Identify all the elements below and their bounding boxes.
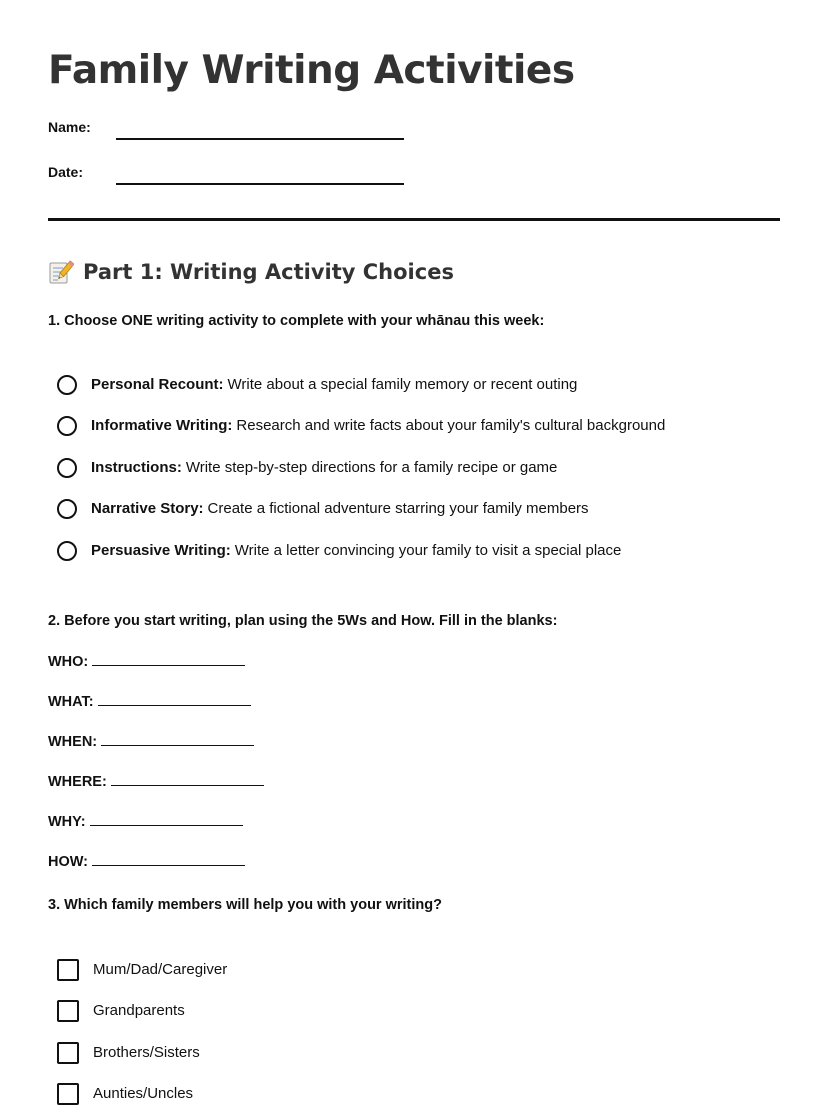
option-label: Aunties/Uncles [93, 1085, 194, 1102]
how-blank[interactable] [48, 852, 245, 871]
blank-input-line[interactable] [92, 852, 245, 866]
blank-input-line[interactable] [101, 732, 254, 746]
part1-title: Part 1: Writing Activity Choices [83, 260, 454, 284]
date-label: Date: [48, 164, 84, 180]
helper-option-aunties-uncles[interactable] [57, 1081, 193, 1107]
date-field[interactable] [48, 163, 408, 193]
when-blank[interactable] [48, 732, 254, 751]
activity-option-instructions[interactable] [57, 455, 557, 481]
option-label: Mum/Dad/Caregiver [93, 961, 228, 978]
activity-option-persuasive-writing[interactable] [57, 538, 621, 564]
option-title: Personal Recount: [91, 376, 224, 393]
blank-input-line[interactable] [111, 772, 264, 786]
name-label: Name: [48, 119, 91, 135]
part1-heading [48, 256, 454, 288]
radio-button[interactable] [57, 416, 77, 436]
blank-label: WHAT: [48, 694, 94, 710]
memo-pencil-icon [48, 259, 74, 285]
blank-input-line[interactable] [92, 652, 245, 666]
question-1: 1. Choose ONE writing activity to complete with your whānau this week: [48, 313, 545, 329]
helper-option-parents[interactable] [57, 957, 227, 983]
activity-option-narrative-story[interactable] [57, 496, 589, 522]
name-field[interactable] [48, 118, 408, 148]
helper-option-siblings[interactable] [57, 1040, 200, 1066]
section-divider [48, 218, 780, 221]
where-blank[interactable] [48, 772, 264, 791]
why-blank[interactable] [48, 812, 243, 831]
option-title: Instructions: [91, 459, 182, 476]
option-label: Brothers/Sisters [93, 1044, 200, 1061]
option-description: Write a letter convincing your family to visit a special place [234, 542, 622, 559]
blank-label: WHERE: [48, 774, 107, 790]
blank-input-line[interactable] [90, 812, 243, 826]
what-blank[interactable] [48, 692, 251, 711]
checkbox[interactable] [57, 1083, 79, 1105]
name-input-line[interactable] [116, 138, 404, 140]
radio-button[interactable] [57, 375, 77, 395]
checkbox[interactable] [57, 959, 79, 981]
option-description: Research and write facts about your family's cultural background [236, 417, 666, 434]
radio-button[interactable] [57, 499, 77, 519]
question-3: 3. Which family members will help you with your writing? [48, 897, 442, 913]
option-description: Create a fictional adventure starring your family members [207, 500, 589, 517]
radio-button[interactable] [57, 541, 77, 561]
blank-label: WHO: [48, 654, 89, 670]
option-description: Write about a special family memory or recent outing [227, 376, 578, 393]
blank-input-line[interactable] [98, 692, 251, 706]
activity-option-personal-recount[interactable] [57, 372, 577, 398]
worksheet-page [48, 0, 780, 1118]
option-description: Write step-by-step directions for a family recipe or game [185, 459, 558, 476]
option-title: Persuasive Writing: [91, 542, 231, 559]
date-input-line[interactable] [116, 183, 404, 185]
blank-label: WHEN: [48, 734, 98, 750]
checkbox[interactable] [57, 1000, 79, 1022]
checkbox[interactable] [57, 1042, 79, 1064]
question-2: 2. Before you start writing, plan using the 5Ws and How. Fill in the blanks: [48, 613, 558, 629]
activity-option-informative-writing[interactable] [57, 413, 665, 439]
option-title: Narrative Story: [91, 500, 204, 517]
radio-button[interactable] [57, 458, 77, 478]
option-title: Informative Writing: [91, 417, 233, 434]
page-title: Family Writing Activities [48, 48, 575, 93]
option-label: Grandparents [93, 1002, 185, 1019]
who-blank[interactable] [48, 652, 245, 671]
blank-label: WHY: [48, 814, 86, 830]
blank-label: HOW: [48, 854, 89, 870]
helper-option-grandparents[interactable] [57, 998, 185, 1024]
